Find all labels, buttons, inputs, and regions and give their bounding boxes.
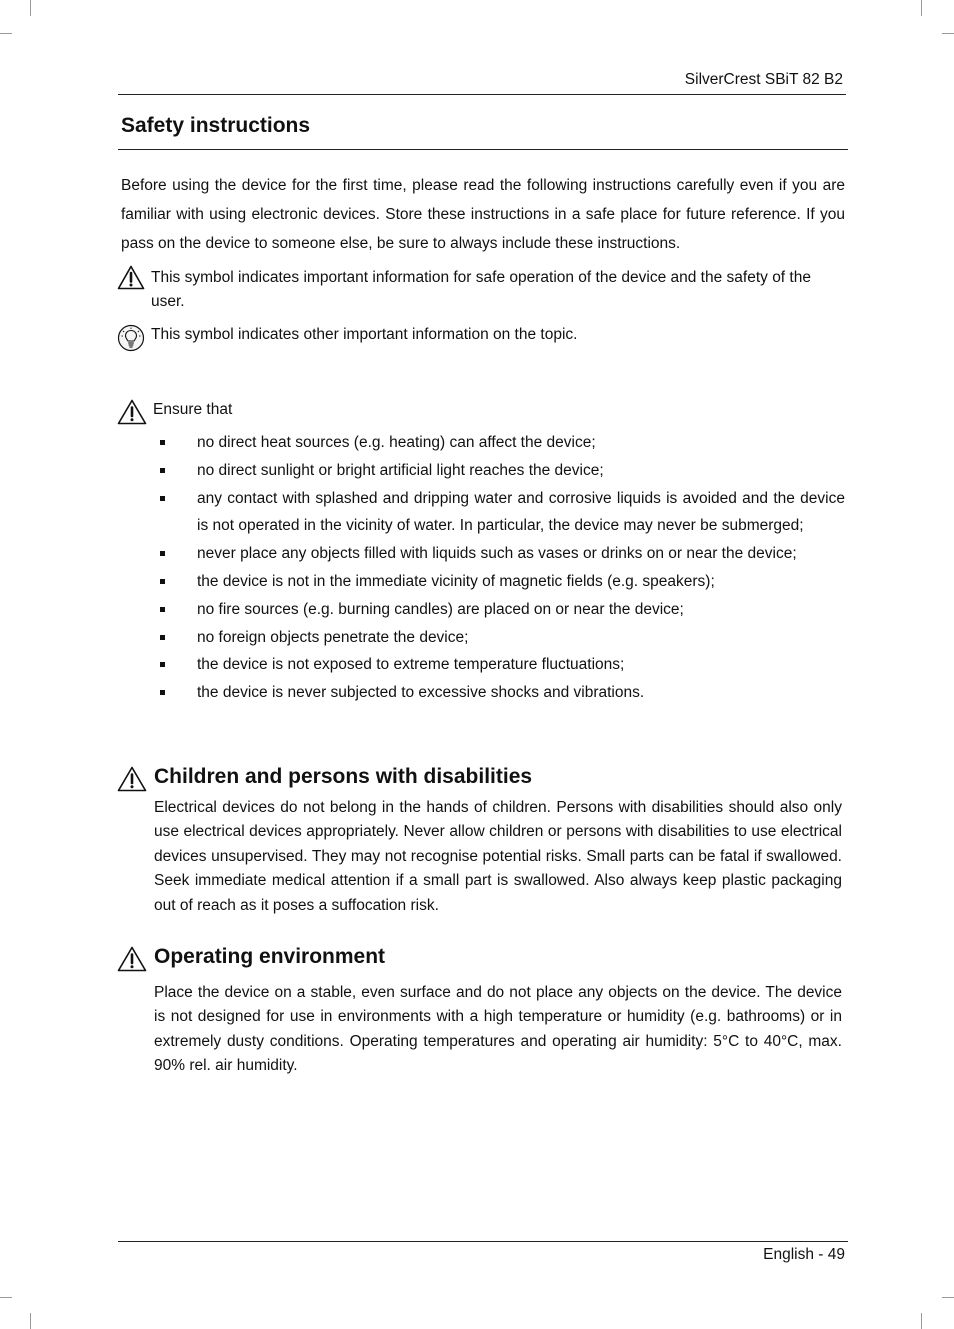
- crop-mark: [921, 0, 922, 16]
- list-item: [158, 651, 845, 679]
- bullet-icon: [160, 635, 165, 640]
- list-item-text: no foreign objects penetrate the device;: [197, 628, 469, 646]
- list-item: [158, 540, 845, 568]
- bullet-icon: [160, 662, 165, 667]
- info-note-text: This symbol indicates other important information on the topic.: [151, 326, 578, 343]
- list-item-text: the device is never subjected to excessive shocks and vibrations.: [197, 684, 645, 702]
- footer-rule: [118, 1241, 848, 1242]
- bullet-icon: [160, 440, 165, 445]
- list-item-text: no direct heat sources (e.g. heating) can affect the device;: [197, 434, 596, 451]
- crop-mark: [942, 33, 954, 34]
- page-number: English - 49: [763, 1246, 845, 1263]
- ensure-list: [158, 429, 845, 707]
- info-symbol-note: [117, 323, 841, 353]
- warning-note-text: This symbol indicates important information for safe operation of the device and the safety of the user.: [151, 269, 811, 310]
- list-item: [158, 457, 845, 485]
- warning-symbol-note: [117, 266, 841, 314]
- bullet-icon: [160, 551, 165, 556]
- page-title: Safety instructions: [121, 114, 311, 137]
- header-rule: [118, 94, 846, 95]
- warning-triangle-icon: [117, 766, 147, 792]
- bullet-icon: [160, 690, 165, 695]
- list-item: [158, 568, 845, 596]
- lightbulb-icon: [117, 324, 145, 352]
- bullet-icon: [160, 579, 165, 584]
- list-item-text: any contact with splashed and dripping water and corrosive liquids is avoided and the device is not operated in the vicinity of water. In particular, the device may never be submerged;: [197, 489, 845, 535]
- environment-heading-text: Operating environment: [154, 945, 386, 968]
- running-header-title: SilverCrest SBiT 82 B2: [684, 71, 843, 88]
- list-item-text: no fire sources (e.g. burning candles) are placed on or near the device;: [197, 600, 684, 618]
- bullet-icon: [160, 468, 165, 473]
- warning-triangle-icon: [117, 265, 145, 290]
- bullet-icon: [160, 607, 165, 612]
- warning-triangle-icon: [117, 399, 147, 425]
- crop-mark: [942, 1297, 954, 1298]
- list-item: [158, 596, 845, 624]
- bullet-icon: [160, 496, 165, 501]
- list-item: [158, 429, 845, 457]
- children-paragraph: Electrical devices do not belong in the hands of children. Persons with disabilities should also only use electrical devices appropriately. Never allow children or persons with disabilities to use electrical devices unsupervised. They may not recognise potential risks. Small parts can be fatal if swallowed. Seek immediate medical attention if a small part is swallowed. Also always keep plastic packaging out of reach as it poses a suffocation risk.: [154, 799, 842, 914]
- list-item: [158, 485, 845, 541]
- list-item-text: never place any objects filled with liquids such as vases or drinks on or near the device;: [197, 545, 797, 563]
- crop-mark: [0, 33, 12, 34]
- intro-paragraph: Before using the device for the first time, please read the following instructions carefully even if you are familiar with using electronic devices. Store these instructions in a safe place for future reference. If you pass on the device to someone else, be sure to always include these instructions.: [121, 177, 845, 252]
- crop-mark: [0, 1297, 12, 1298]
- title-rule: [118, 149, 848, 150]
- list-item-text: the device is not in the immediate vicinity of magnetic fields (e.g. speakers);: [197, 572, 715, 590]
- list-item: [158, 679, 845, 707]
- list-item-text: no direct sunlight or bright artificial light reaches the device;: [197, 461, 604, 479]
- environment-paragraph: Place the device on a stable, even surface and do not place any objects on the device. The device is not designed for use in environments with a high temperature or humidity (e.g. bathrooms) or in extremely dusty conditions. Operating temperatures and operating air humidity: 5°C to 40°C, max. 90% rel. air humidity.: [154, 984, 842, 1075]
- list-item: [158, 624, 845, 652]
- crop-mark: [30, 1313, 31, 1329]
- ensure-block: [117, 399, 233, 430]
- list-item-text: the device is not exposed to extreme temperature fluctuations;: [197, 656, 625, 674]
- ensure-lead: Ensure that: [153, 401, 233, 418]
- crop-mark: [921, 1313, 922, 1329]
- children-heading-text: Children and persons with disabilities: [154, 765, 533, 788]
- warning-triangle-icon: [117, 946, 147, 972]
- crop-mark: [30, 0, 31, 16]
